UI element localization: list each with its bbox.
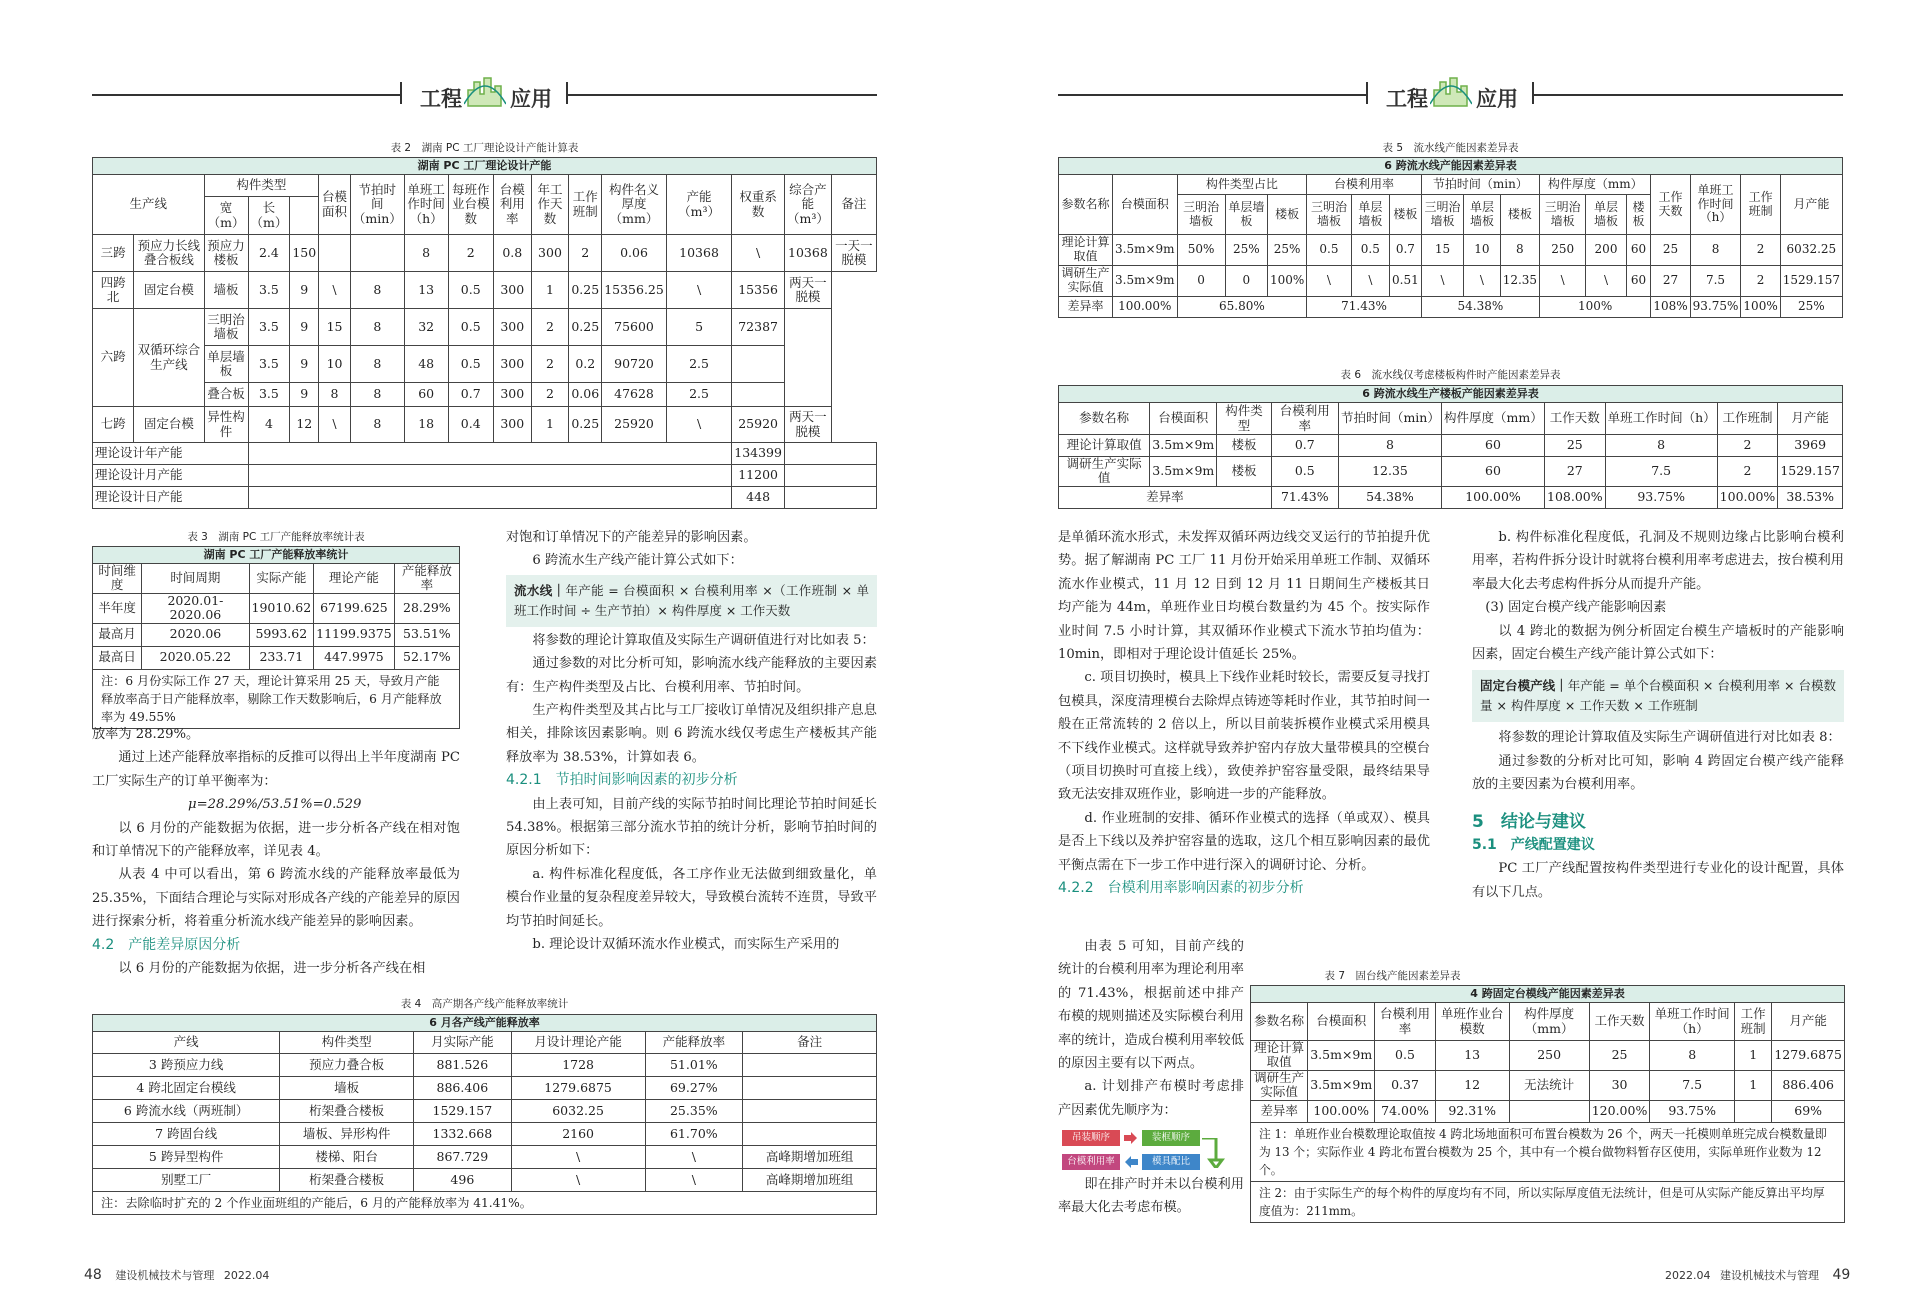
table-row: 别墅工厂 桁架叠合楼板 496 \ \ 高峰期增加班组 — [93, 1169, 877, 1192]
table7-caption: 表 7 固台线产能因素差异表 — [1324, 970, 1461, 982]
table6-caption: 表 6 流水线仅考虑楼板构件时产能因素差异表 — [1340, 369, 1561, 381]
flow-box-frame: 装框顺序 — [1142, 1130, 1200, 1146]
table7-note2: 注 2：由于实际生产的每个构件的厚度均有不同，所以实际厚度值无法统计，但是可从实际产能反算出平均厚度值为：211mm。 — [1250, 1182, 1845, 1223]
section-logo: 工程 应用 — [1376, 74, 1532, 112]
table7-wrap — [1250, 985, 1845, 1223]
left-column-text: 放率为 28.29%。 通过上述产能释放率指标的反推可以得出上半年度湖南 PC 工厂实际生产的订单平衡率为： μ=28.29%/53.51%=0.529 以 6 月份的产能数据为依据，进一步分析各产线在相对饱和订单情况下的产能释放率，详见表 4。 从表 4 中可以看出，第 6 跨流水线的产能释放率最低为 25.35%，下面结合理论与实际对形成各产线的产能差异的原因进行探索分析，将着重分析流水线产能差异的影响因素。 4.2 产能差异原因分析 以 6 月份的产能数据为依据，进一步分析各产线在相 — [92, 727, 460, 977]
building-icon — [1430, 74, 1472, 108]
priority-flow-diagram — [1060, 1130, 1232, 1170]
table4: 6 月各产线产能释放率 产线 构件类型 月实际产能 月设计理论产能 产能释放率 备注 3 跨预应力线 预应力叠合板 881.526 1728 51.01% 4 跨北固定台模线 墙板 886.406 1279.6875 69.27% 6 跨流水线（两班制） 桁架叠合楼板 1529.157 6032.25 25.35% 7 跨固台线 墙板、异形构件 1332.668 2160 61.70% 5 跨异型构件 楼梯、阳台 867.729 \ \ 高峰期增加班组 别墅工厂 桁架叠合楼板 496 \ \ 高峰期增加班组 — [92, 1014, 877, 1192]
table2-title: 湖南 PC 工厂理论设计产能 — [93, 158, 877, 175]
table-row: 理论计算取值 3.5m×9m 0.5 13 250 25 8 1 1279.6875 — [1251, 1041, 1845, 1071]
flow-box-mold: 模具配比 — [1142, 1154, 1200, 1170]
right-column-text-narrow: 由表 5 可知，目前产线的统计的台模利用率为理论利用率的 71.43%，根据前述中排产布模的规则描述及实际模台利用率的统计，造成台模利用率较低的原因主要有以下两点。 a. 计划排产布模时考虑排产因素优先顺序为： — [1058, 939, 1244, 1118]
table7-note1: 注 1：单班作业台模数理论取值按 4 跨北场地面积可布置台模数为 26 个，两天一托模则单班完成台模数量即为 13 个；实际作业 4 跨北布置台模数为 25 个，其中有一个模台做物料暂存区使用，实际单班作业数为 12 个。 — [1250, 1123, 1845, 1182]
table-row: 差异率 100.00% 74.00% 92.31% 120.00% 93.75% 69% — [1251, 1100, 1845, 1122]
page-header — [92, 72, 877, 112]
table3: 湖南 PC 工厂产能释放率统计 时间维度 时间周期 实际产能 理论产能 产能释放率 半年度 2020.01-2020.06 19010.62 67199.625 28.29% 最高月 2020.06 5993.62 11199.9375 53.51% 最高日 2020.05.22 233.71 447.9975 52.17% — [92, 546, 460, 670]
formula-box: 流水线｜年产能 = 台模面积 × 台模利用率 ×（工作班制 × 单班工作时间 ÷ 生产节拍）× 构件厚度 × 工作天数 — [506, 575, 877, 627]
table-row: 6 跨流水线（两班制） 桁架叠合楼板 1529.157 6032.25 25.35% — [93, 1100, 877, 1123]
formula-box-fixed: 固定台模产线｜年产能 = 单个台模面积 × 台模利用率 × 台模数量 × 构件厚度 × 工作天数 × 工作班制 — [1472, 670, 1844, 722]
arrow-down-left-icon — [1202, 1138, 1228, 1168]
section-heading-5: 5 结论与建议 — [1472, 811, 1586, 832]
right-column-text: 是单循环流水形式，未发挥双循环两边线交叉运行的节拍提升优势。据了解湖南 PC 工厂 11 月份开始采用单班工作制、双循环流水作业模式，11 月 12 日到 12 月 11 日期间生产楼板其日均产能为 44m，单班作业日均模台数量约为 45 个。按实际作业时间 7.5 小时计算，其双循环作业模式下流水节拍均值为：10min，即相对于理论设计值延长 25%。 c. 项目切换时，模具上下线作业耗时较长，需要反复寻找打包模具，深度清理模台去除焊点铸迹等耗时作业，其节拍时间一般在正常流转的 2 倍以上，所以目前装拆模作业模式采用模具不下线作业模式。这样就导致养护窑内存放大量带模具的空模台（项目切换时可直接上线），致使养护窑容量受限，最终结果导致无法安排双班作业，影响进一步的产能释放。 d. 作业班制的安排、循环作业模式的选择（单或双）、模具是否上下线以及养护窑容量的选取，这几个相互影响因素的最优平衡点需在下一步工作中进行深入的调研讨论、分析。 4.2.2 台模利用率影响因素的初步分析 — [1058, 526, 1430, 901]
table4-wrap — [92, 1014, 877, 1215]
table-row: 差异率 100.00% 65.80% 71.43% 54.38% 100% 108% 93.75% 100% 25% — [1059, 297, 1843, 318]
section-heading-4-2-1: 4.2.1 节拍时间影响因素的初步分析 — [506, 772, 738, 789]
table5-caption: 表 5 流水线产能因素差异表 — [1382, 142, 1519, 154]
table5: 6 跨流水线产能因素差异表 参数名称 台模面积 构件类型占比 台模利用率 节拍时间（min） 构件厚度（mm） 工作天数 单班工作时间（h） 工作班制 月产能 三明治墙板 单层墙板 楼板 三明治墙板 单层墙板 楼板 三明治墙板 单层墙板 楼板 三明治墙板 单层墙板 楼板 理论计算取值 3.5m×9m 50% 25% 25% 0.5 0.5 0.7 15 10 8 250 200 60 25 8 2 6032.25 调研生产实际值 3.5m×9m 0 0 100% \ \ 0.51 \ \ 12.35 \ \ 60 27 7.5 2 1529.157 差异率 100.00% 65.80% 71.43% 54.38% 100% 108% 93.75% 100% 25% — [1058, 157, 1843, 318]
table7: 4 跨固定台模线产能因素差异表 参数名称 台模面积 台模利用率 单班作业台模数 构件厚度（mm） 工作天数 单班工作时间（h） 工作班制 月产能 理论计算取值 3.5m×9m 0.5 13 250 25 8 1 1279.6875 调研生产实际值 3.5m×9m 0.37 12 无法统计 30 7.5 1 886.406 差异率 100.00% 74.00% 92.31% 120.00% 93.75% 69% — [1250, 985, 1845, 1123]
table-row: 调研生产实际值 3.5m×9m 楼板 0.5 12.35 60 27 7.5 2 1529.157 — [1059, 457, 1843, 487]
table-row: 4 跨北固定台模线 墙板 886.406 1279.6875 69.27% — [93, 1077, 877, 1100]
page-header — [1058, 72, 1843, 112]
table6: 6 跨流水线生产楼板产能因素差异表 参数名称 台模面积 构件类型 台模利用率 节拍时间（min） 构件厚度（mm） 工作天数 单班工作时间（h） 工作班制 月产能 理论计算取值 3.5m×9m 楼板 0.7 8 60 25 8 2 3969 调研生产实际值 3.5m×9m 楼板 0.5 12.35 60 27 7.5 2 1529.157 差异率 71.43% 54.38% 100.00% 108.00% 93.75% 100.00% 38.53% — [1058, 385, 1843, 509]
table-row: 3 跨预应力线 预应力叠合板 881.526 1728 51.01% — [93, 1054, 877, 1077]
right-column2-text: b. 构件标准化程度低，孔洞及不规则边缘占比影响台模利用率，若构件拆分设计时就将台模利用率考虑进去，按台模利用率最大化去考虑构件拆分从而提升产能。 (3) 固定台模产线产能影响因素 以 4 跨北的数据为例分析固定台模生产墙板时的产能影响因素，固定台模生产线产能计算公式如下： 固定台模产线｜年产能 = 单个台模面积 × 台模利用率 × 台模数量 × 构件厚度 × 工作天数 × 工作班制 将参数的理论计算取值及实际生产调研值进行对比如表 8： 通过参数的分析对比可知，影响 4 跨固定台模产线产能释放的主要因素为台模利用率。 5 结论与建议 5.1 产线配置建议 PC 工厂产线配置按构件类型进行专业化的设计配置，具体有以下几点。 — [1472, 530, 1844, 900]
left-column2-text: 对饱和订单情况下的产能差异的影响因素。 6 跨流水生产线产能计算公式如下： 流水线｜年产能 = 台模面积 × 台模利用率 ×（工作班制 × 单班工作时间 ÷ 生产节拍）× 构件厚度 × 工作天数 将参数的理论计算取值及实际生产调研值进行对比如表 5： 通过参数的对比分析可知，影响流水线产能释放的主要因素有：生产构件类型及占比、台模利用率、节拍时间。 生产构件类型及其占比与工厂接收订单情况及组织排产息息相关，排除该因素影响。则 6 跨流水线仅考虑生产楼板其产能释放率为 38.53%，计算如表 6。 4.2.1 节拍时间影响因素的初步分析 由上表可知，目前产线的实际节拍时间比理论节拍时间延长 54.38%。根据第三部分流水节拍的统计分析，影响节拍时间的原因分析如下： a. 构件标准化程度低，各工序作业无法做到细致量化，单模台作业量的复杂程度差异较大，导致模台流转不连贯，导致平均节拍时间延长。 b. 理论设计双循环流水作业模式，而实际生产采用的 — [506, 530, 877, 953]
section-heading-4-2: 4.2 产能差异原因分析 — [92, 936, 241, 953]
table-row: 最高月 2020.06 5993.62 11199.9375 53.51% — [93, 623, 460, 646]
table3-wrap — [92, 546, 460, 729]
table-row: 理论计算取值 3.5m×9m 50% 25% 25% 0.5 0.5 0.7 15 10 8 250 200 60 25 8 2 6032.25 — [1059, 235, 1843, 266]
table4-caption: 表 4 高产期各产线产能释放率统计 — [400, 998, 569, 1010]
table-row: 最高日 2020.05.22 233.71 447.9975 52.17% — [93, 646, 460, 669]
table2-caption: 表 2 湖南 PC 工厂理论设计产能计算表 — [390, 142, 579, 154]
table-row: 5 跨异型构件 楼梯、阳台 867.729 \ \ 高峰期增加班组 — [93, 1146, 877, 1169]
page-footer-right: 2022.04 建设机械技术与管理 49 — [1665, 1267, 1851, 1283]
table-row: 半年度 2020.01-2020.06 19010.62 67199.625 28.29% — [93, 593, 460, 623]
table-row: 调研生产实际值 3.5m×9m 0.37 12 无法统计 30 7.5 1 886.406 — [1251, 1070, 1845, 1100]
page-footer-left: 48 建设机械技术与管理 2022.04 — [84, 1267, 270, 1283]
table3-note: 注：6 月份实际工作 27 天，理论计算采用 25 天，导致月产能释放率高于日产能释放率，剔除工作天数影响后，6 月产能释放率为 49.55% — [92, 670, 460, 729]
table-row: 调研生产实际值 3.5m×9m 0 0 100% \ \ 0.51 \ \ 12.35 \ \ 60 27 7.5 2 1529.157 — [1059, 266, 1843, 297]
building-icon — [464, 74, 506, 108]
section-heading-4-2-2: 4.2.2 台模利用率影响因素的初步分析 — [1058, 880, 1304, 897]
table2: 湖南 PC 工厂理论设计产能 生产线 构件类型 台模面积 节拍时间（min） 单班工作时间（h） 每班作业台模数 台模利用率 年工作天数 工作班制 构件名义厚度（mm） 产能（m³） 权重系数 综合产能（m³） 备注 宽（m） 长（m） 三跨 预应力长线叠合板线 预应力楼板 2.4 150 8 2 0.8 300 2 0.06 10368 \ 10368 一天一脱模 四跨北 固定台模 墙板 3.5 9 \ 8 13 0.5 300 1 0.25 15356.25 \ 15356 两天一脱模 六跨 双循环综合生产线 三明治墙板 3.5 9 15 8 32 0.5 300 2 0.25 75600 5 72387 单层墙板 3.5 9 10 8 48 0.5 300 2 0.2 90720 2.5 叠合板 3.5 9 8 8 60 0.7 300 2 0.06 47628 2.5 七跨 固定台模 异性构件 4 12 \ 8 18 0.4 300 1 0.25 25920 \ 25920 两天一脱模 理论设计年产能 134399 理论设计月产能 11200 理论设计日产能 448 — [92, 157, 877, 509]
section-logo: 工程 应用 — [410, 74, 566, 112]
table-row: 差异率 71.43% 54.38% 100.00% 108.00% 93.75% 100.00% 38.53% — [1059, 486, 1843, 508]
flow-box-hoist: 吊装顺序 — [1062, 1130, 1120, 1146]
flow-box-utilization: 台模利用率 — [1062, 1154, 1120, 1170]
table4-note: 注：去除临时扩充的 2 个作业面班组的产能后，6 月的产能释放率为 41.41%。 — [92, 1192, 877, 1215]
table-row: 7 跨固台线 墙板、异形构件 1332.668 2160 61.70% — [93, 1123, 877, 1146]
arrow-right-icon — [1124, 1132, 1138, 1144]
table-row: 理论计算取值 3.5m×9m 楼板 0.7 8 60 25 8 2 3969 — [1059, 435, 1843, 457]
right-page — [960, 0, 1920, 1303]
arrow-left-icon — [1124, 1156, 1138, 1168]
section-heading-5-1: 5.1 产线配置建议 — [1472, 837, 1595, 854]
right-column-text-end: 即在排产时并未以台模利用率最大化去考虑布模。 — [1058, 1177, 1244, 1216]
table3-caption: 表 3 湖南 PC 工厂产能释放率统计表 — [187, 531, 365, 543]
